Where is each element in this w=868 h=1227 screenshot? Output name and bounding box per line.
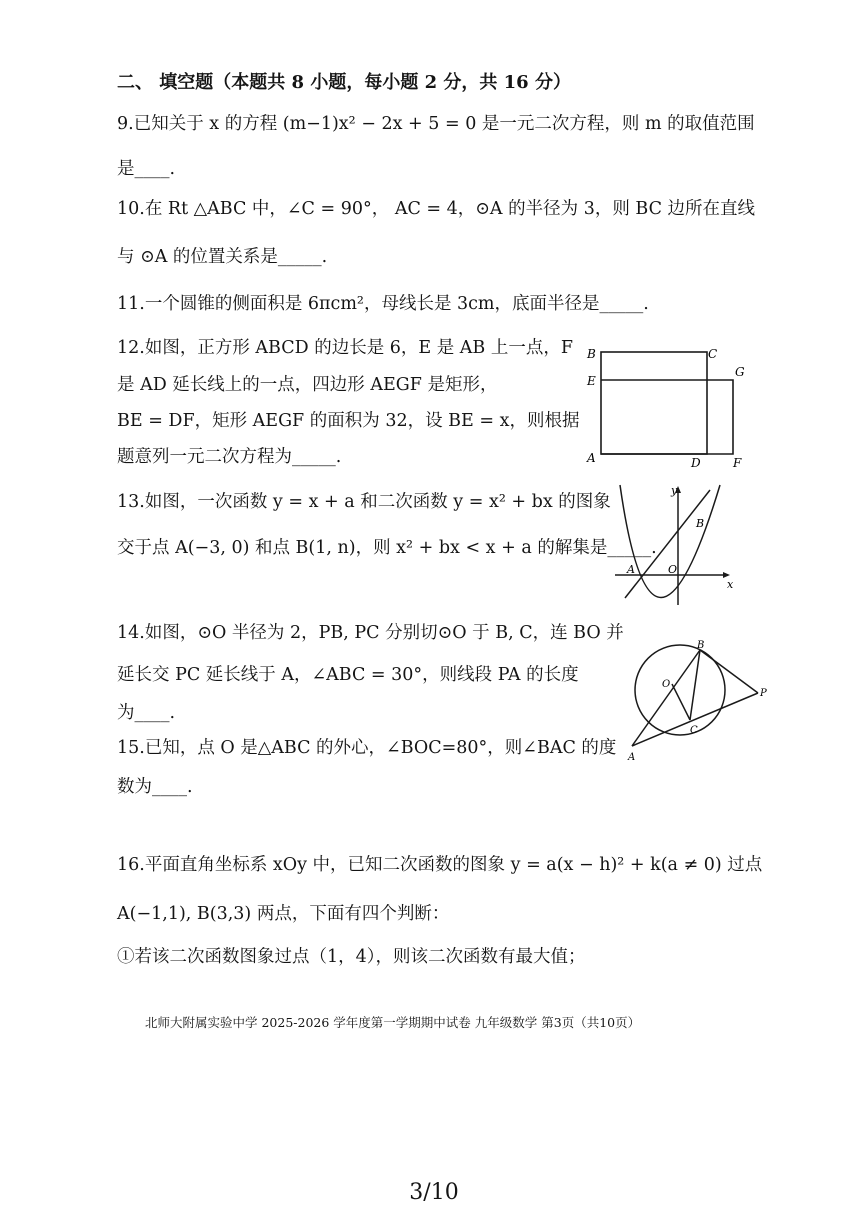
segment-oc — [672, 684, 690, 720]
q14-line1: 14.如图，⊙O 半径为 2，PB, PC 分别切⊙O 于 B, C，连 BO 并 — [117, 623, 624, 643]
q12-line4: 题意列一元二次方程为_____. — [117, 447, 342, 467]
q10-line2: 与 ⊙A 的位置关系是_____. — [117, 247, 328, 267]
label-o: O — [662, 679, 671, 690]
q11-line1: 11.一个圆锥的侧面积是 6πcm²，母线长是 3cm，底面半径是_____. — [117, 294, 649, 314]
label-c: C — [690, 725, 698, 736]
q12-figure — [585, 340, 760, 475]
label-o: O — [668, 563, 678, 576]
label-c: C — [708, 347, 718, 361]
section-title: 二、 填空题（本题共 8 小题，每小题 2 分，共 16 分） — [117, 72, 571, 93]
q12-line3: BE = DF，矩形 AEGF 的面积为 32，设 BE = x，则根据 — [117, 411, 580, 431]
label-x: x — [727, 578, 734, 591]
label-a: A — [587, 451, 596, 465]
q16-line3: ①若该二次函数图象过点（1，4），则该二次函数有最大值； — [117, 947, 586, 967]
label-y: y — [671, 484, 678, 497]
q14-figure — [620, 640, 770, 765]
q13-figure — [610, 480, 740, 610]
q9-line1: 9.已知关于 x 的方程 (m−1)x² − 2x + 5 = 0 是一元二次方程，则 m 的取值范围 — [117, 114, 755, 134]
q14-line3: 为____. — [117, 703, 176, 723]
tangent-pb — [700, 650, 758, 693]
q14-line2: 延长交 PC 延长线于 A，∠ABC = 30°，则线段 PA 的长度 — [117, 665, 579, 685]
q15-line1: 15.已知，点 O 是△ABC 的外心，∠BOC=80°，则∠BAC 的度 — [117, 738, 617, 758]
label-a: A — [628, 752, 636, 763]
line-graph — [625, 490, 710, 598]
page-number: 3/10 — [409, 1180, 459, 1205]
rect-aegf — [601, 380, 733, 454]
q16-line1: 16.平面直角坐标系 xOy 中，已知二次函数的图象 y = a(x − h)² + k(a ≠ 0) 过点 — [117, 855, 763, 875]
label-g: G — [735, 365, 745, 379]
q15-line2: 数为____. — [117, 777, 193, 797]
segment-bc — [690, 650, 700, 720]
square-abcd — [601, 352, 707, 454]
q16-line2: A(−1,1), B(3,3) 两点，下面有四个判断： — [117, 904, 450, 924]
q9-line2: 是____. — [117, 159, 176, 179]
label-p: P — [760, 688, 767, 699]
label-f: F — [733, 456, 742, 470]
label-b: B — [697, 640, 705, 651]
page-footer: 北师大附属实验中学 2025-2026 学年度第一学期期中试卷 九年级数学 第3页（共10页） — [145, 1015, 641, 1030]
label-b: B — [587, 347, 596, 361]
label-a: A — [627, 563, 635, 576]
q12-line1: 12.如图，正方形 ABCD 的边长是 6，E 是 AB 上一点，F — [117, 338, 573, 358]
label-d: D — [691, 456, 701, 470]
q13-line1: 13.如图，一次函数 y = x + a 和二次函数 y = x² + bx 的图象 — [117, 492, 611, 512]
label-b: B — [696, 517, 705, 530]
label-e: E — [587, 374, 596, 388]
q13-line2: 交于点 A(−3, 0) 和点 B(1, n)，则 x² + bx < x + a 的解集是_____. — [117, 538, 657, 558]
q12-line2: 是 AD 延长线上的一点，四边形 AEGF 是矩形， — [117, 375, 498, 395]
q10-line1: 10.在 Rt △ABC 中，∠C = 90°， AC = 4，⊙A 的半径为 3，则 BC 边所在直线 — [117, 199, 756, 219]
